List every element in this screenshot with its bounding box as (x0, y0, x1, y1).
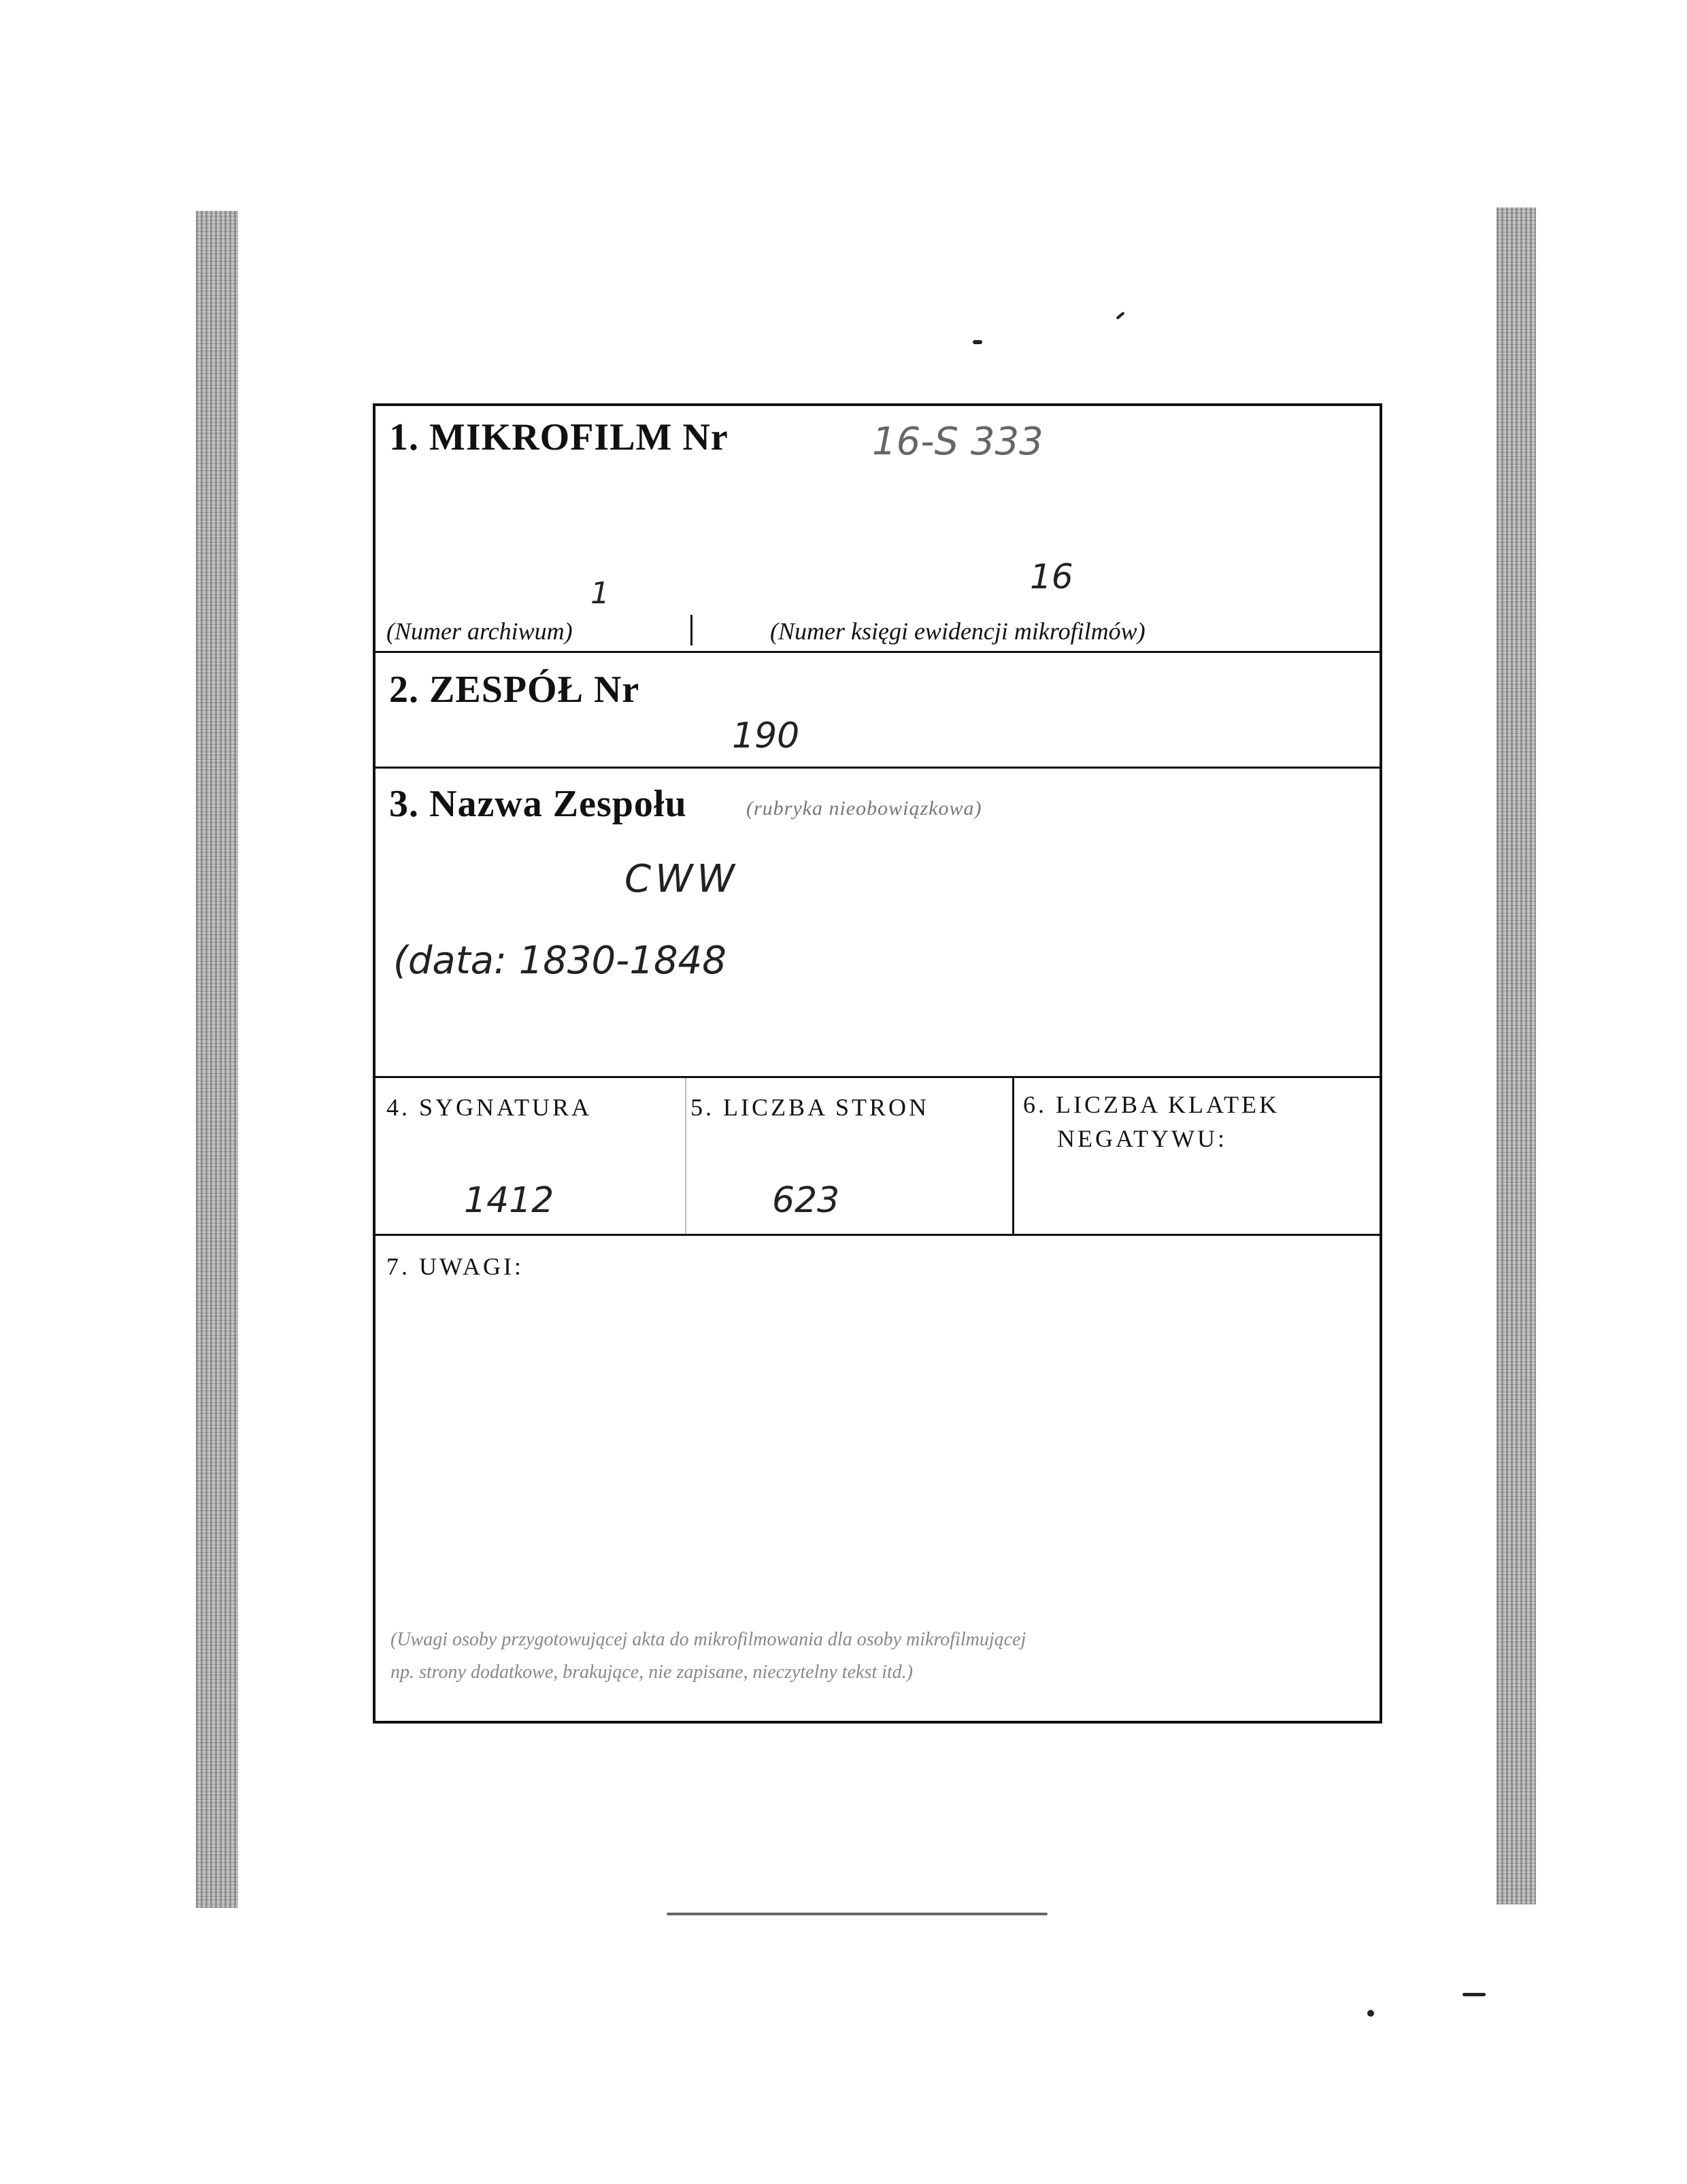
section-mikrofilm (375, 406, 1380, 653)
archive-number-handwritten: 1 (590, 576, 609, 611)
mikrofilm-title: 1. MIKROFILM Nr (389, 416, 729, 458)
scan-edge-right (1497, 207, 1536, 1904)
liczba-stron-label: 5. LICZBA STRON (690, 1094, 930, 1121)
scan-edge-left (196, 211, 238, 1908)
negatywu-label: NEGATYWU: (1057, 1125, 1227, 1152)
archive-number-label: (Numer archiwum) (386, 618, 573, 645)
section-zespol (375, 653, 1380, 769)
zespol-title: 2. ZESPÓŁ Nr (389, 669, 640, 711)
zespol-name-handwritten: CWW (624, 857, 739, 901)
scan-speck (1463, 1993, 1486, 1996)
scan-speck (667, 1913, 1048, 1915)
scan-speck (1367, 2010, 1374, 2017)
nazwa-zespolu-title: 3. Nazwa Zespołu (389, 783, 687, 825)
section-nazwa-zespolu (375, 769, 1380, 1078)
section-details (375, 1078, 1380, 1236)
liczba-stron-handwritten: 623 (772, 1180, 840, 1221)
liczba-klatek-label: 6. LICZBA KLATEK (1023, 1091, 1280, 1118)
uwagi-footnote-line1: (Uwagi osoby przygotowującej akta do mikrofilmowania dla osoby mikrofilmującej (390, 1629, 1026, 1650)
sygnatura-handwritten: 1412 (464, 1180, 554, 1221)
uwagi-label: 7. UWAGI: (386, 1253, 524, 1280)
column-divider-faint (685, 1078, 686, 1234)
mikrofilm-number-handwritten: 16-S 333 (872, 420, 1043, 464)
nazwa-zespolu-note: (rubryka nieobowiązkowa) (746, 797, 982, 820)
scan-speck (973, 340, 982, 344)
date-range-handwritten: (data: 1830-1848 (393, 939, 726, 983)
column-divider (1012, 1078, 1014, 1234)
microfilm-form (373, 403, 1382, 1724)
sygnatura-label: 4. SYGNATURA (386, 1094, 592, 1121)
scan-speck (1116, 312, 1124, 320)
section-uwagi (375, 1236, 1380, 1721)
ledger-number-label: (Numer księgi ewidencji mikrofilmów) (770, 618, 1146, 645)
label-divider (690, 615, 692, 645)
ledger-number-handwritten: 16 (1030, 557, 1073, 597)
uwagi-footnote-line2: np. strony dodatkowe, brakujące, nie zapisane, nieczytelny tekst itd.) (390, 1662, 914, 1683)
zespol-number-handwritten: 190 (732, 716, 800, 756)
